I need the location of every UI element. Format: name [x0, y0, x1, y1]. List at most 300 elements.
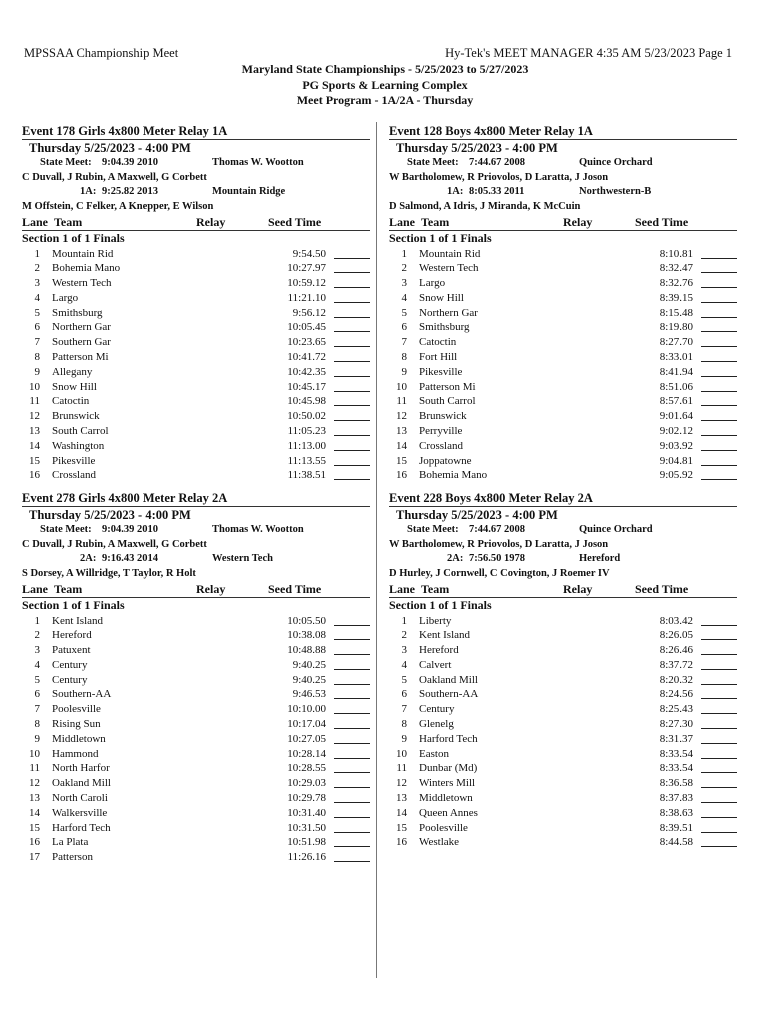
col-seed-time: Seed Time	[635, 215, 689, 229]
seed-time: 9:04.81	[659, 454, 693, 467]
lane-number: 11	[396, 395, 407, 408]
seed-time: 10:28.55	[287, 762, 326, 775]
section-label: Section 1 of 1 Finals	[389, 598, 492, 612]
lane-number: 11	[29, 762, 40, 775]
table-row	[22, 717, 370, 732]
team-name: Century	[52, 658, 88, 671]
col-lane: Lane	[22, 215, 49, 229]
result-blank-line	[701, 821, 737, 833]
team-name: Crossland	[52, 469, 96, 482]
lane-number: 14	[396, 806, 407, 819]
team-name: Bohemia Mano	[419, 469, 488, 482]
result-blank-line	[334, 761, 370, 773]
title-line-2: PG Sports & Learning Complex	[302, 77, 468, 92]
table-row	[389, 821, 737, 836]
table-row	[22, 439, 370, 454]
record-holders: W Bartholomew, R Priovolos, D Laratta, J Joson	[389, 538, 609, 550]
team-name: Perryville	[419, 425, 463, 438]
lane-number: 1	[401, 614, 407, 627]
result-blank-line	[701, 687, 737, 699]
result-blank-line	[701, 424, 737, 436]
result-blank-line	[334, 380, 370, 392]
result-blank-line	[701, 291, 737, 303]
seed-time: 10:29.78	[287, 792, 326, 805]
record-label: 2A:	[80, 553, 97, 564]
seed-time: 11:26.16	[287, 851, 326, 864]
team-name: Easton	[419, 747, 449, 760]
result-blank-line	[334, 628, 370, 640]
seed-time: 9:40.25	[292, 673, 326, 686]
column-divider	[376, 122, 377, 978]
event-block	[22, 123, 370, 483]
table-row	[22, 614, 370, 629]
seed-time: 10:27.05	[287, 732, 326, 745]
seed-time: 8:33.54	[659, 762, 693, 775]
table-row	[22, 350, 370, 365]
seed-time: 10:42.35	[287, 365, 326, 378]
seed-time: 8:33.01	[659, 351, 693, 364]
team-name: Southern Gar	[52, 336, 111, 349]
result-blank-line	[334, 468, 370, 480]
lane-number: 16	[396, 836, 407, 849]
lane-number: 4	[34, 658, 40, 671]
team-name: Washington	[52, 439, 105, 452]
result-blank-line	[334, 850, 370, 862]
seed-time: 10:31.50	[287, 821, 326, 834]
seed-time: 9:46.53	[292, 688, 326, 701]
column-headers	[389, 581, 737, 598]
result-blank-line	[701, 673, 737, 685]
table-row	[22, 747, 370, 762]
team-name: Northern Gar	[419, 306, 478, 319]
table-row	[389, 747, 737, 762]
team-name: Southern-AA	[419, 688, 479, 701]
class-record	[22, 552, 370, 567]
seed-time: 10:28.14	[287, 747, 326, 760]
meet-name: MPSSAA Championship Meet	[24, 46, 179, 60]
seed-time: 8:25.43	[659, 703, 693, 716]
section-label: Section 1 of 1 Finals	[389, 231, 492, 245]
lane-number: 15	[396, 821, 407, 834]
record-school: Northwestern-B	[579, 186, 652, 197]
result-blank-line	[334, 365, 370, 377]
lane-number: 1	[34, 247, 40, 260]
seed-time: 11:13.00	[287, 439, 326, 452]
team-name: Hereford	[52, 629, 92, 642]
seed-time: 10:48.88	[287, 644, 326, 657]
table-row	[389, 409, 737, 424]
table-row	[22, 687, 370, 702]
team-name: Largo	[52, 291, 79, 304]
team-name: Allegany	[52, 365, 93, 378]
team-name: Calvert	[419, 658, 452, 671]
team-name: Western Tech	[419, 262, 479, 275]
lane-number: 14	[29, 806, 40, 819]
team-name: Liberty	[419, 614, 452, 627]
team-name: North Harfor	[52, 762, 110, 775]
team-name: Patuxent	[52, 644, 91, 657]
seed-time: 9:01.64	[659, 410, 693, 423]
record-label: State Meet:	[407, 157, 459, 168]
lane-number: 14	[29, 439, 40, 452]
record-label: 2A:	[447, 553, 464, 564]
table-row	[22, 673, 370, 688]
team-name: Mountain Rid	[52, 247, 114, 260]
lane-number: 2	[401, 629, 407, 642]
lane-number: 14	[396, 439, 407, 452]
result-blank-line	[701, 350, 737, 362]
team-name: Patterson	[52, 851, 93, 864]
table-row	[22, 320, 370, 335]
seed-time: 9:02.12	[659, 425, 693, 438]
seed-time: 10:23.65	[287, 336, 326, 349]
event-date: Thursday 5/25/2023 - 4:00 PM	[22, 506, 370, 523]
result-blank-line	[334, 454, 370, 466]
lane-number: 3	[34, 644, 40, 657]
state-meet-record	[22, 156, 370, 171]
lane-number: 3	[34, 277, 40, 290]
result-blank-line	[701, 454, 737, 466]
team-name: Patterson Mi	[419, 380, 476, 393]
team-name: Hereford	[419, 644, 459, 657]
result-blank-line	[334, 276, 370, 288]
result-blank-line	[334, 835, 370, 847]
team-name: Oakland Mill	[52, 777, 111, 790]
team-name: Brunswick	[52, 410, 100, 423]
record-label: 1A:	[447, 186, 464, 197]
event-date: Thursday 5/25/2023 - 4:00 PM	[389, 506, 737, 523]
result-blank-line	[701, 806, 737, 818]
result-blank-line	[334, 261, 370, 273]
record-label: State Meet:	[407, 524, 459, 535]
lane-number: 9	[401, 365, 407, 378]
seed-time: 10:27.97	[287, 262, 326, 275]
result-blank-line	[334, 394, 370, 406]
seed-time: 11:05.23	[287, 425, 326, 438]
result-blank-line	[334, 806, 370, 818]
team-name: Queen Annes	[419, 806, 478, 819]
seed-time: 8:31.37	[659, 732, 693, 745]
lane-number: 8	[401, 718, 407, 731]
seed-time: 8:27.30	[659, 718, 693, 731]
lane-number: 17	[29, 851, 40, 864]
record-label: 1A:	[80, 186, 97, 197]
record-holders: D Hurley, J Cornwell, C Covington, J Roemer IV	[389, 567, 610, 579]
lane-number: 2	[401, 262, 407, 275]
table-row	[389, 717, 737, 732]
result-blank-line	[701, 747, 737, 759]
lane-number: 10	[29, 747, 40, 760]
lane-number: 5	[34, 306, 40, 319]
table-row	[22, 658, 370, 673]
table-row	[389, 424, 737, 439]
column-headers	[389, 214, 737, 231]
table-row	[22, 821, 370, 836]
table-row	[389, 291, 737, 306]
lane-number: 11	[29, 395, 40, 408]
result-blank-line	[334, 643, 370, 655]
col-team: Team	[421, 582, 450, 596]
result-blank-line	[334, 247, 370, 259]
result-blank-line	[701, 394, 737, 406]
table-row	[22, 247, 370, 262]
col-lane: Lane	[22, 582, 49, 596]
lane-number: 12	[29, 777, 40, 790]
seed-time: 8:37.72	[659, 658, 693, 671]
team-name: Pikesville	[52, 454, 96, 467]
lane-number: 9	[401, 732, 407, 745]
lane-number: 3	[401, 277, 407, 290]
team-name: Bohemia Mano	[52, 262, 121, 275]
seed-time: 8:20.32	[659, 673, 693, 686]
table-row	[22, 454, 370, 469]
lane-number: 6	[401, 321, 407, 334]
result-blank-line	[701, 628, 737, 640]
result-blank-line	[701, 320, 737, 332]
team-name: Middletown	[419, 792, 473, 805]
team-name: Poolesville	[52, 703, 101, 716]
table-row	[22, 628, 370, 643]
lane-number: 12	[396, 777, 407, 790]
seed-time: 9:05.92	[659, 469, 693, 482]
record-label: State Meet:	[40, 524, 92, 535]
table-row	[389, 439, 737, 454]
lane-number: 10	[29, 380, 40, 393]
result-blank-line	[334, 673, 370, 685]
lane-number: 4	[401, 291, 407, 304]
team-name: Northern Gar	[52, 321, 111, 334]
result-blank-line	[701, 614, 737, 626]
lane-number: 6	[34, 688, 40, 701]
result-blank-line	[701, 380, 737, 392]
team-name: South Carrol	[419, 395, 476, 408]
seed-time: 10:51.98	[287, 836, 326, 849]
table-row	[389, 776, 737, 791]
lane-number: 4	[34, 291, 40, 304]
result-blank-line	[334, 717, 370, 729]
seed-time: 8:19.80	[659, 321, 693, 334]
result-blank-line	[701, 261, 737, 273]
seed-time: 10:05.45	[287, 321, 326, 334]
seed-time: 8:44.58	[659, 836, 693, 849]
result-blank-line	[701, 776, 737, 788]
seed-time: 11:21.10	[287, 291, 326, 304]
result-blank-line	[701, 276, 737, 288]
team-name: Catoctin	[419, 336, 457, 349]
seed-time: 11:38.51	[287, 469, 326, 482]
team-name: Crossland	[419, 439, 463, 452]
table-row	[22, 291, 370, 306]
table-row	[389, 614, 737, 629]
event-date: Thursday 5/25/2023 - 4:00 PM	[389, 139, 737, 156]
seed-time: 8:24.56	[659, 688, 693, 701]
lane-number: 9	[34, 365, 40, 378]
record-school: Quince Orchard	[579, 157, 653, 168]
team-name: Brunswick	[419, 410, 467, 423]
seed-time: 8:41.94	[659, 365, 693, 378]
team-name: Catoctin	[52, 395, 90, 408]
table-row	[22, 835, 370, 850]
team-name: Mountain Rid	[419, 247, 481, 260]
team-name: Kent Island	[52, 614, 104, 627]
section-label: Section 1 of 1 Finals	[22, 598, 125, 612]
lane-number: 8	[34, 351, 40, 364]
lane-number: 16	[396, 469, 407, 482]
table-row	[389, 335, 737, 350]
col-seed-time: Seed Time	[268, 582, 322, 596]
lane-number: 12	[396, 410, 407, 423]
lane-number: 15	[29, 454, 40, 467]
lane-number: 1	[34, 614, 40, 627]
seed-time: 8:32.76	[659, 277, 693, 290]
table-row	[389, 454, 737, 469]
seed-time: 9:40.25	[292, 658, 326, 671]
table-row	[389, 394, 737, 409]
result-blank-line	[334, 687, 370, 699]
team-name: Westlake	[419, 836, 460, 849]
section-label: Section 1 of 1 Finals	[22, 231, 125, 245]
table-row	[389, 732, 737, 747]
table-row	[22, 468, 370, 483]
event-title: Event 278 Girls 4x800 Meter Relay 2A	[22, 491, 228, 505]
table-row	[389, 702, 737, 717]
seed-time: 10:31.40	[287, 806, 326, 819]
result-blank-line	[334, 821, 370, 833]
class-record	[22, 185, 370, 200]
team-name: Century	[419, 703, 455, 716]
lane-number: 7	[401, 703, 407, 716]
table-row	[22, 380, 370, 395]
record-time: 8:05.33 2011	[469, 186, 525, 197]
col-relay: Relay	[563, 215, 593, 229]
table-row	[22, 806, 370, 821]
lane-number: 12	[29, 410, 40, 423]
seed-time: 8:10.81	[659, 247, 693, 260]
column-headers	[22, 214, 370, 231]
lane-number: 16	[29, 836, 40, 849]
team-name: Glenelg	[419, 718, 454, 731]
lane-number: 6	[401, 688, 407, 701]
seed-time: 8:03.42	[659, 614, 693, 627]
lane-number: 13	[29, 425, 40, 438]
lane-number: 15	[396, 454, 407, 467]
table-row	[389, 261, 737, 276]
table-row	[22, 643, 370, 658]
seed-time: 9:03.92	[659, 439, 693, 452]
lane-number: 2	[34, 629, 40, 642]
record-time: 7:56.50 1978	[469, 553, 525, 564]
lane-number: 5	[34, 673, 40, 686]
team-name: Harford Tech	[52, 821, 111, 834]
table-row	[389, 835, 737, 850]
table-row	[22, 702, 370, 717]
result-blank-line	[334, 320, 370, 332]
team-name: Snow Hill	[419, 291, 464, 304]
result-blank-line	[334, 791, 370, 803]
team-name: Century	[52, 673, 88, 686]
lane-number: 15	[29, 821, 40, 834]
result-blank-line	[701, 468, 737, 480]
table-row	[22, 850, 370, 865]
seed-time: 8:57.61	[659, 395, 693, 408]
seed-time: 10:59.12	[287, 277, 326, 290]
state-meet-record	[389, 523, 737, 538]
lane-number: 8	[34, 718, 40, 731]
event-block	[22, 490, 370, 865]
record-holders: W Bartholomew, R Priovolos, D Laratta, J Joson	[389, 171, 609, 183]
table-row	[389, 365, 737, 380]
seed-time: 10:45.17	[287, 380, 326, 393]
seed-time: 10:17.04	[287, 718, 326, 731]
result-blank-line	[334, 291, 370, 303]
lane-number: 5	[401, 673, 407, 686]
team-name: Patterson Mi	[52, 351, 109, 364]
record-time: 9:16.43 2014	[102, 553, 158, 564]
lane-number: 5	[401, 306, 407, 319]
table-row	[389, 658, 737, 673]
table-row	[22, 261, 370, 276]
table-row	[22, 394, 370, 409]
result-blank-line	[701, 365, 737, 377]
seed-time: 8:39.51	[659, 821, 693, 834]
seed-time: 8:26.46	[659, 644, 693, 657]
page-title	[0, 62, 770, 109]
seed-time: 10:38.08	[287, 629, 326, 642]
table-row	[389, 276, 737, 291]
result-blank-line	[334, 732, 370, 744]
result-blank-line	[334, 350, 370, 362]
seed-time: 8:36.58	[659, 777, 693, 790]
event-title: Event 228 Boys 4x800 Meter Relay 2A	[389, 491, 593, 505]
lane-number: 9	[34, 732, 40, 745]
lane-number: 7	[34, 703, 40, 716]
record-school: Hereford	[579, 553, 621, 564]
table-row	[389, 687, 737, 702]
seed-time: 8:33.54	[659, 747, 693, 760]
event-date: Thursday 5/25/2023 - 4:00 PM	[22, 139, 370, 156]
table-row	[389, 761, 737, 776]
col-relay: Relay	[196, 582, 226, 596]
seed-time: 10:10.00	[287, 703, 326, 716]
lane-number: 13	[29, 792, 40, 805]
team-name: Pikesville	[419, 365, 463, 378]
seed-time: 8:26.05	[659, 629, 693, 642]
result-blank-line	[334, 614, 370, 626]
result-blank-line	[334, 776, 370, 788]
team-name: Joppatowne	[419, 454, 472, 467]
event-title: Event 128 Boys 4x800 Meter Relay 1A	[389, 124, 593, 138]
lane-number: 4	[401, 658, 407, 671]
team-name: Western Tech	[52, 277, 112, 290]
team-name: Smithsburg	[52, 306, 103, 319]
result-blank-line	[701, 835, 737, 847]
table-row	[22, 365, 370, 380]
table-row	[22, 335, 370, 350]
team-name: Oakland Mill	[419, 673, 478, 686]
class-record	[389, 552, 737, 567]
result-blank-line	[334, 702, 370, 714]
result-blank-line	[701, 439, 737, 451]
col-seed-time: Seed Time	[635, 582, 689, 596]
result-blank-line	[701, 732, 737, 744]
lane-number: 1	[401, 247, 407, 260]
record-school: Quince Orchard	[579, 524, 653, 535]
col-team: Team	[54, 215, 83, 229]
lane-number: 10	[396, 747, 407, 760]
team-name: Winters Mill	[419, 777, 476, 790]
seed-time: 8:27.70	[659, 336, 693, 349]
team-name: Snow Hill	[52, 380, 97, 393]
